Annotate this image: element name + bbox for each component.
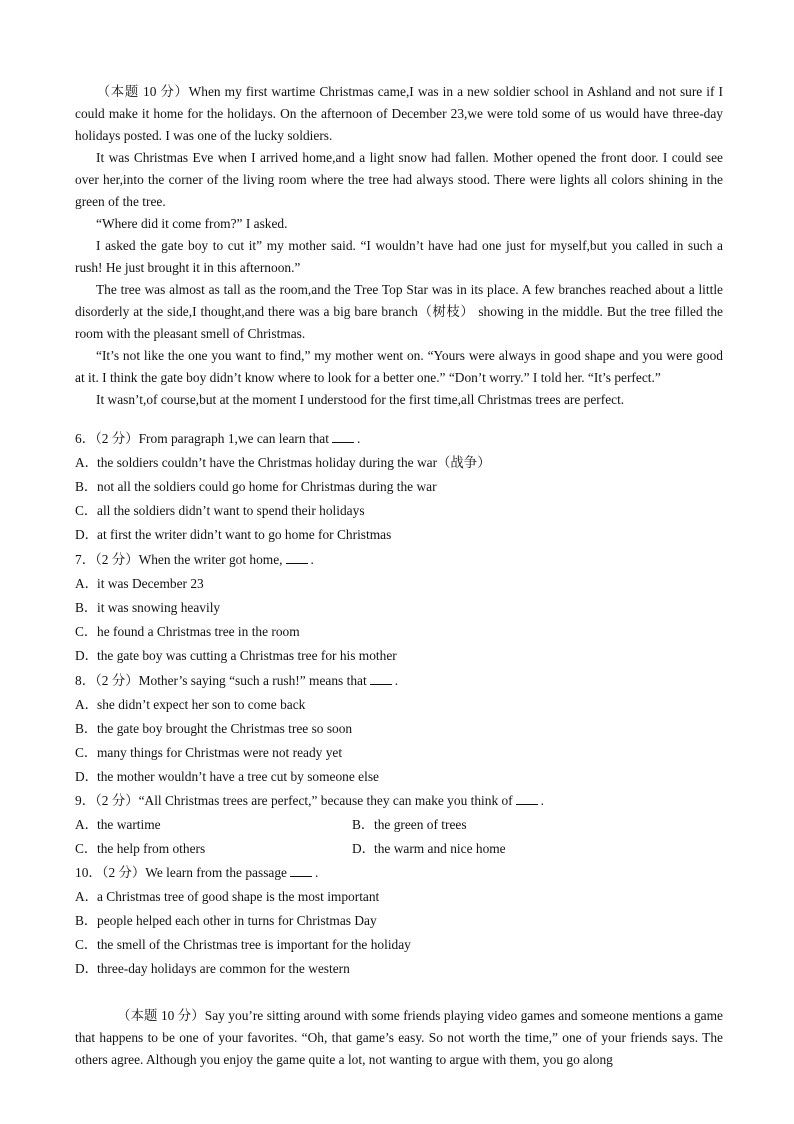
option-letter: B． (352, 817, 375, 832)
option-text: all the soldiers didn’t want to spend their holidays (97, 503, 365, 518)
passage-2-paragraph-1-text: （本题 10 分）Say you’re sitting around with some friends playing video games and someone mentions a game that happens to be one of your favorites. “Oh, that game’s easy. So not worth the time,” one of your friends says. The others agree. Although you enjoy the game quite a lot, not wanting to argue with them, you go along (75, 1008, 723, 1067)
option-text: the green of trees (374, 817, 467, 832)
option-text: the warm and nice home (374, 841, 506, 856)
passage-1-paragraph-7-text: It wasn’t,of course,but at the moment I understood for the first time,all Christmas trees are perfect. (96, 392, 625, 407)
option-text: the wartime (97, 817, 161, 832)
passage-1-paragraph-2-text: It was Christmas Eve when I arrived home,and a light snow had fallen. Mother opened the front door. I could see over her,into the corner of the living room where the tree had always stood. There were lights all colors shining in the green of the tree. (75, 150, 723, 209)
question-7-option-c (75, 622, 300, 642)
question-8-option-a (75, 695, 305, 715)
option-text: she didn’t expect her son to come back (97, 697, 306, 712)
question-8-stem-text: 8．（2 分）Mother’s saying “such a rush!” means that (75, 673, 367, 688)
question-6-option-d (75, 525, 391, 545)
passage-1-paragraph-1-text: （本题 10 分）When my first wartime Christmas came,I was in a new soldier school in Ashland and not sure if I could make it home for the holidays. On the afternoon of December 23,we were told some of us would have three-day holidays posted. I was one of the lucky soldiers. (75, 84, 723, 143)
answer-blank (516, 794, 538, 805)
question-9-option-d (352, 839, 506, 859)
option-text: many things for Christmas were not ready yet (97, 745, 343, 760)
question-6-option-c (75, 501, 365, 521)
passage-1-paragraph-5-text: The tree was almost as tall as the room,and the Tree Top Star was in its place. A few branches reached about a little disorderly at the side,I thought,and there was a big bare branch（树枝） showing in the middle. But the tree filled the room with the pleasant smell of Christmas. (75, 282, 723, 341)
answer-blank (286, 553, 308, 564)
option-letter: D． (75, 527, 99, 542)
question-9-option-a (75, 815, 161, 835)
question-10-option-b (75, 911, 377, 931)
question-7-option-a (75, 574, 204, 594)
option-text: the smell of the Christmas tree is important for the holiday (97, 937, 411, 952)
option-text: people helped each other in turns for Christmas Day (97, 913, 377, 928)
passage-1-paragraph-4-text: I asked the gate boy to cut it” my mother said. “I wouldn’t have had one just for myself,but you called in such a rush! He just brought it in this afternoon.” (75, 238, 723, 275)
question-7-stem-end: . (310, 552, 314, 567)
option-letter: C． (75, 841, 98, 856)
option-letter: B． (75, 721, 98, 736)
question-10-stem-text: 10．（2 分）We learn from the passage (75, 865, 287, 880)
option-letter: C． (75, 745, 98, 760)
passage-1-paragraph-4 (75, 235, 723, 279)
passage-1-paragraph-3-text: “Where did it come from?” I asked. (96, 216, 288, 231)
question-10-option-d (75, 959, 350, 979)
question-6-option-b (75, 477, 437, 497)
option-text: he found a Christmas tree in the room (97, 624, 300, 639)
option-letter: C． (75, 503, 98, 518)
option-text: the soldiers couldn’t have the Christmas holiday during the war（战争） (97, 455, 491, 470)
option-letter: A． (75, 455, 99, 470)
question-7-option-d (75, 646, 397, 666)
option-text: the help from others (97, 841, 206, 856)
option-text: the mother wouldn’t have a tree cut by someone else (97, 769, 379, 784)
question-9-stem-end: . (540, 793, 545, 808)
passage-1-paragraph-1 (75, 81, 723, 147)
question-10-option-a (75, 887, 379, 907)
question-6-option-a (75, 453, 491, 473)
question-10-stem (75, 863, 318, 883)
option-letter: A． (75, 889, 99, 904)
option-letter: A． (75, 576, 99, 591)
passage-1-paragraph-6-text: “It’s not like the one you want to find,” my mother went on. “Yours were always in good shape and you were good at it. I think the gate boy didn’t know where to look for a better one.” “Don’t worry.” I told her. “It’s perfect.” (75, 348, 723, 385)
option-text: it was snowing heavily (97, 600, 221, 615)
question-8-option-c (75, 743, 342, 763)
option-letter: B． (75, 479, 98, 494)
question-6-stem-end: . (356, 431, 361, 446)
question-6-stem (75, 429, 360, 449)
option-text: not all the soldiers could go home for Christmas during the war (97, 479, 437, 494)
passage-2-paragraph-1 (75, 1005, 723, 1071)
question-7-stem-text: 7．（2 分）When the writer got home, (75, 552, 283, 567)
question-8-option-d (75, 767, 379, 787)
question-10-option-c (75, 935, 411, 955)
option-text: a Christmas tree of good shape is the most important (97, 889, 380, 904)
question-8-option-b (75, 719, 352, 739)
answer-blank (332, 432, 354, 443)
passage-1-paragraph-7 (75, 389, 723, 411)
option-letter: B． (75, 913, 98, 928)
option-letter: C． (75, 937, 98, 952)
question-7-option-b (75, 598, 220, 618)
passage-1 (75, 81, 723, 411)
option-letter: D． (75, 648, 99, 663)
option-letter: D． (75, 961, 99, 976)
question-8-stem-end: . (394, 673, 399, 688)
option-text: the gate boy brought the Christmas tree so soon (97, 721, 353, 736)
option-letter: B． (75, 600, 98, 615)
option-text: three-day holidays are common for the western (97, 961, 350, 976)
question-10-stem-end: . (315, 865, 319, 880)
option-text: it was December 23 (97, 576, 204, 591)
question-9-stem-text: 9．（2 分）“All Christmas trees are perfect,” because they can make you think of (75, 793, 513, 808)
question-8-stem (75, 671, 398, 691)
question-9-option-b (352, 815, 467, 835)
question-7-stem (75, 550, 314, 570)
passage-1-paragraph-3 (75, 213, 723, 235)
option-letter: D． (75, 769, 99, 784)
question-6-stem-text: 6．（2 分）From paragraph 1,we can learn that (75, 431, 329, 446)
passage-1-paragraph-5 (75, 279, 723, 345)
question-9-option-c (75, 839, 205, 859)
option-letter: A． (75, 817, 99, 832)
passage-1-paragraph-6 (75, 345, 723, 389)
option-letter: C． (75, 624, 98, 639)
answer-blank (370, 674, 392, 685)
passage-2 (75, 1005, 723, 1071)
option-letter: A． (75, 697, 99, 712)
answer-blank (290, 866, 312, 877)
passage-1-paragraph-2 (75, 147, 723, 213)
option-text: the gate boy was cutting a Christmas tree for his mother (97, 648, 397, 663)
question-9-stem (75, 791, 544, 811)
option-text: at first the writer didn’t want to go home for Christmas (97, 527, 392, 542)
option-letter: D． (352, 841, 376, 856)
